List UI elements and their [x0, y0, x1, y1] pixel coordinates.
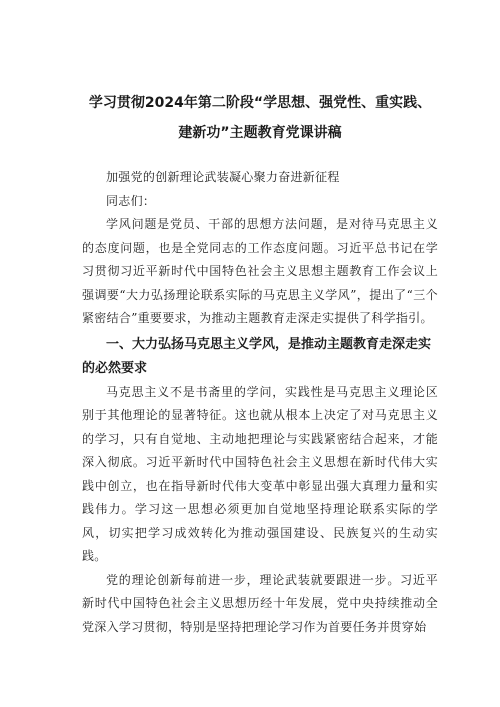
document-subtitle: 加强党的创新理论武装凝心聚力奋进新征程: [106, 170, 340, 184]
greeting: 同志们：: [106, 193, 156, 208]
section-1-heading: 一、大力弘扬马克思主义学风，是推动主题教育走深走实的必然要求: [82, 336, 432, 376]
document-title: [82, 88, 438, 148]
intro-paragraph: 学风问题是党员、干部的思想方法问题，是对待马克思主义的态度问题，也是全党同志的工作态度问题。习近平总书记在学习贯彻习近平新时代中国特色社会主义思想主题教育工作会议上强调要“大力弘扬理论联系实际的马克思主义学风”，提出了“三个紧密结合”重要要求，为推动主题教育走深走实提供了科学指引。: [82, 217, 438, 325]
title-line-1: 学习贯彻2024年第二阶段“学思想、强党性、重实践、: [88, 95, 432, 111]
section-1-paragraph-1: 马克思主义不是书斋里的学问，实践性是马克思主义理论区别于其他理论的显著特征。这也就从根本上决定了对马克思主义的学习，只有自觉地、主动地把理论与实践紧密结合起来，才能深入彻底。习近平新时代中国特色社会主义思想在新时代伟大实践中创立，也在指导新时代伟大变革中彰显出强大真理力量和实践伟力。学习这一思想必须更加自觉地坚持理论联系实际的学风，切实把学习成效转化为推动强国建设、民族复兴的生动实践。: [82, 384, 438, 563]
title-line-2: 建新功”主题教育党课讲稿: [178, 125, 342, 141]
section-1-paragraph-2: 党的理论创新每前进一步，理论武装就要跟进一步。习近平新时代中国特色社会主义思想历经十年发展，党中央持续推动全党深入学习贯彻，特别是坚持把理论学习作为首要任务并贯穿始: [82, 572, 438, 634]
